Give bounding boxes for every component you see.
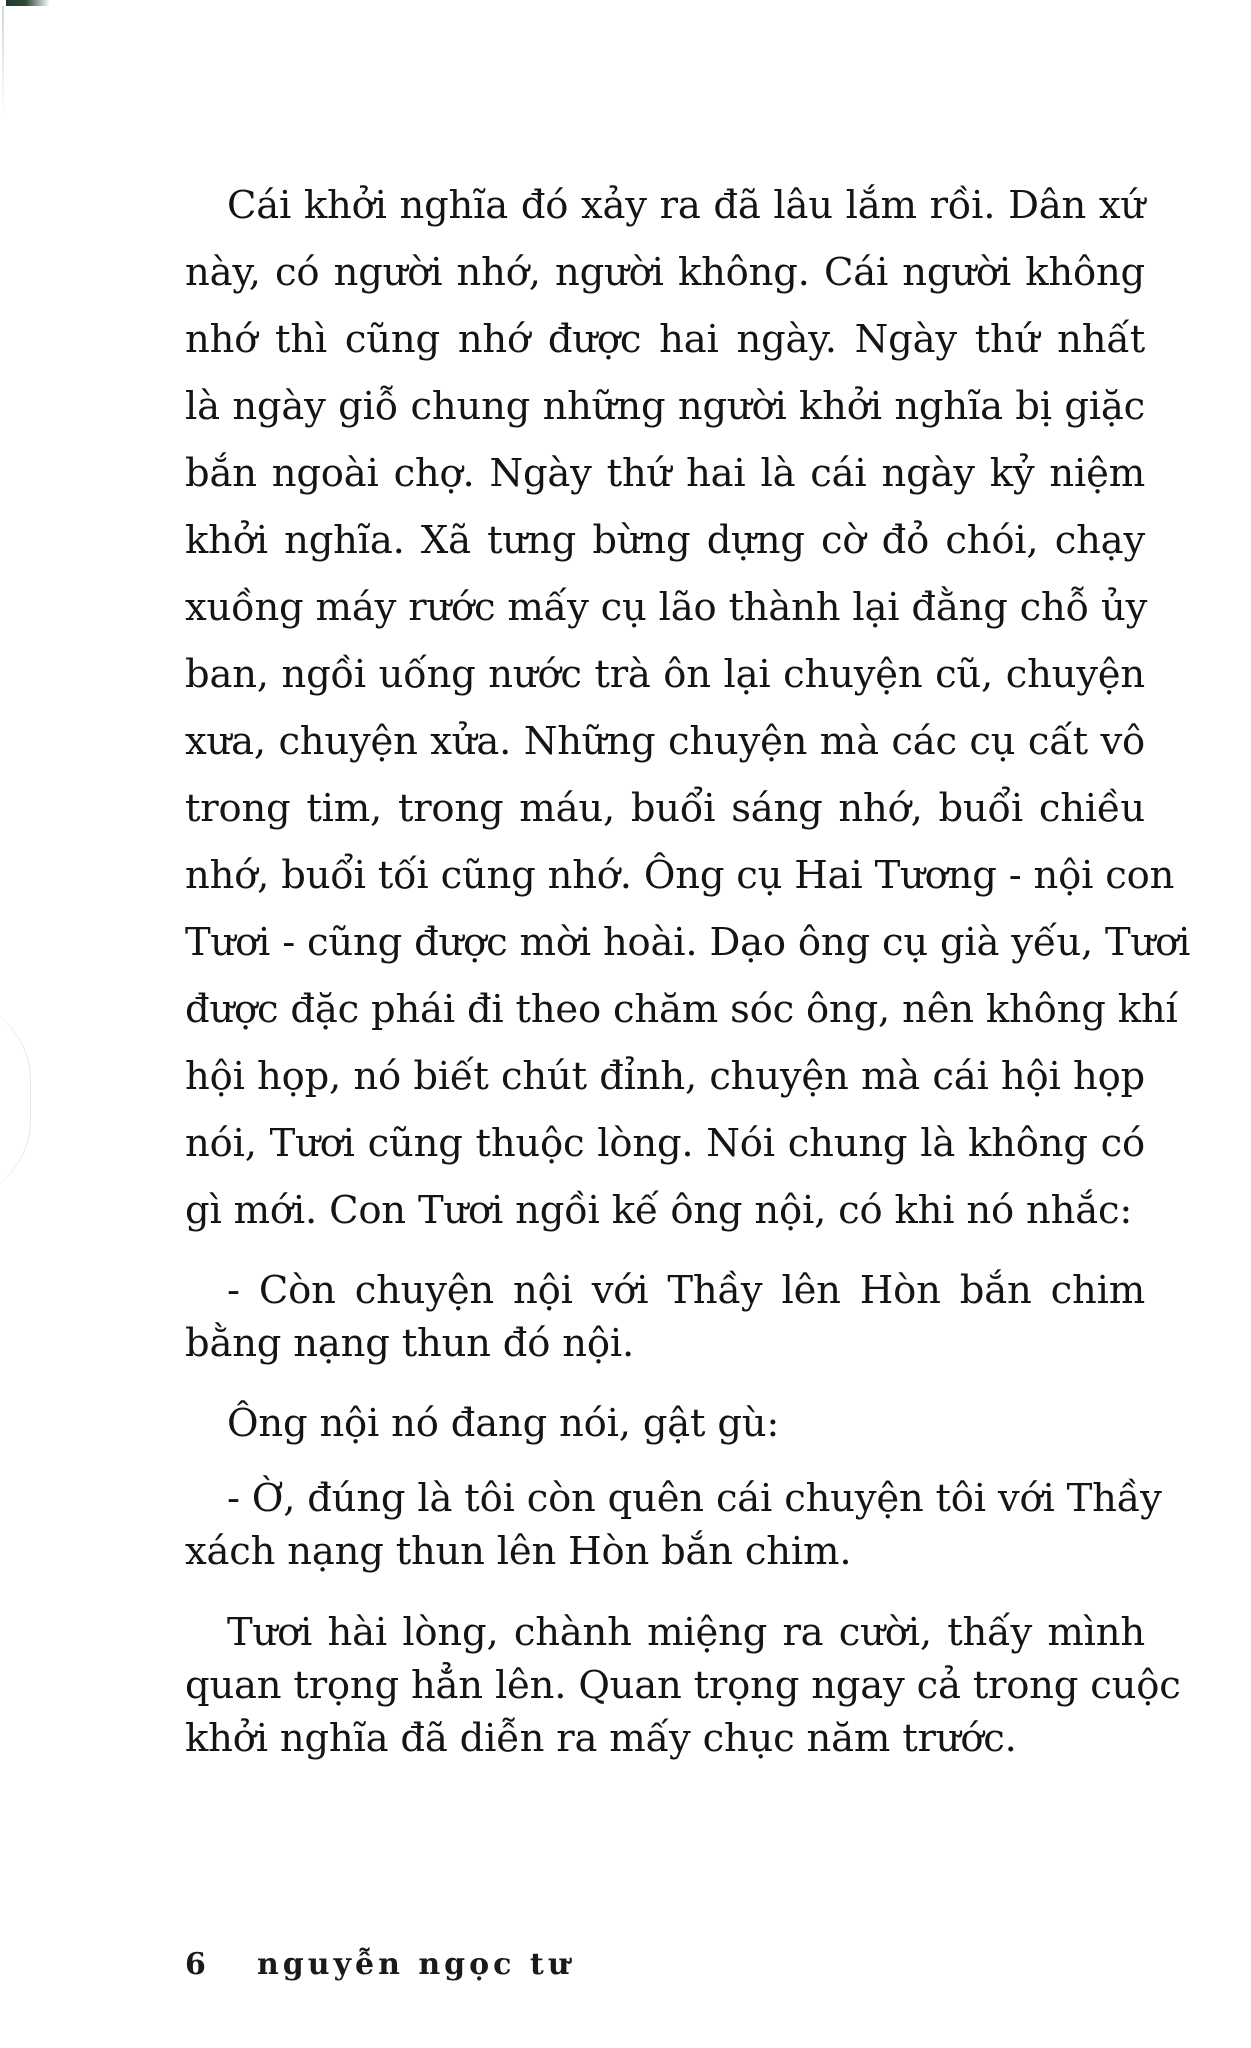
scan-left-edge xyxy=(2,6,4,116)
page-curl-shadow xyxy=(0,1000,31,1200)
text-line: gì mới. Con Tươi ngồi kế ông nội, có khi nó nhắc: xyxy=(185,1188,1133,1233)
dialogue-line: - Còn chuyện nội với Thầy lên Hòn bắn chim xyxy=(227,1268,1145,1313)
text-line: nói, Tươi cũng thuộc lòng. Nói chung là không có xyxy=(185,1121,1145,1166)
dialogue-line: xách nạng thun lên Hòn bắn chim. xyxy=(185,1529,852,1574)
dialogue-line: bằng nạng thun đó nội. xyxy=(185,1321,634,1366)
text-line: hội họp, nó biết chút đỉnh, chuyện mà cái hội họp xyxy=(185,1054,1145,1099)
text-line: quan trọng hẳn lên. Quan trọng ngay cả trong cuộc xyxy=(185,1663,1181,1708)
text-line: khởi nghĩa. Xã tưng bừng dựng cờ đỏ chói, chạy xyxy=(185,518,1145,563)
text-line: nhớ thì cũng nhớ được hai ngày. Ngày thứ nhất xyxy=(185,317,1145,362)
text-line: ban, ngồi uống nước trà ôn lại chuyện cũ, chuyện xyxy=(185,652,1145,697)
page-footer xyxy=(185,1935,574,1995)
scan-corner-mark xyxy=(6,0,50,6)
text-line: Tươi hài lòng, chành miệng ra cười, thấy mình xyxy=(227,1610,1145,1655)
text-line: xưa, chuyện xửa. Những chuyện mà các cụ cất vô xyxy=(185,719,1145,764)
text-line: này, có người nhớ, người không. Cái người không xyxy=(185,250,1145,295)
text-line: khởi nghĩa đã diễn ra mấy chục năm trước. xyxy=(185,1716,1017,1761)
running-head-author: nguyễn ngọc tư xyxy=(257,1947,574,1982)
text-line: nhớ, buổi tối cũng nhớ. Ông cụ Hai Tương - nội con xyxy=(185,853,1175,898)
text-line: Tươi - cũng được mời hoài. Dạo ông cụ già yếu, Tươi xyxy=(185,920,1191,965)
page-number: 6 xyxy=(185,1947,206,1982)
text-line: Ông nội nó đang nói, gật gù: xyxy=(227,1401,780,1446)
text-line: là ngày giỗ chung những người khởi nghĩa bị giặc xyxy=(185,384,1145,429)
dialogue-line: - Ờ, đúng là tôi còn quên cái chuyện tôi với Thầy xyxy=(227,1476,1162,1521)
text-line: bắn ngoài chợ. Ngày thứ hai là cái ngày kỷ niệm xyxy=(185,451,1145,496)
text-line: xuồng máy rước mấy cụ lão thành lại đằng chỗ ủy xyxy=(185,585,1148,630)
text-line: được đặc phái đi theo chăm sóc ông, nên không khí xyxy=(185,987,1178,1032)
text-line: trong tim, trong máu, buổi sáng nhớ, buổi chiều xyxy=(185,786,1145,831)
text-line: Cái khởi nghĩa đó xảy ra đã lâu lắm rồi. Dân xứ xyxy=(227,183,1145,228)
